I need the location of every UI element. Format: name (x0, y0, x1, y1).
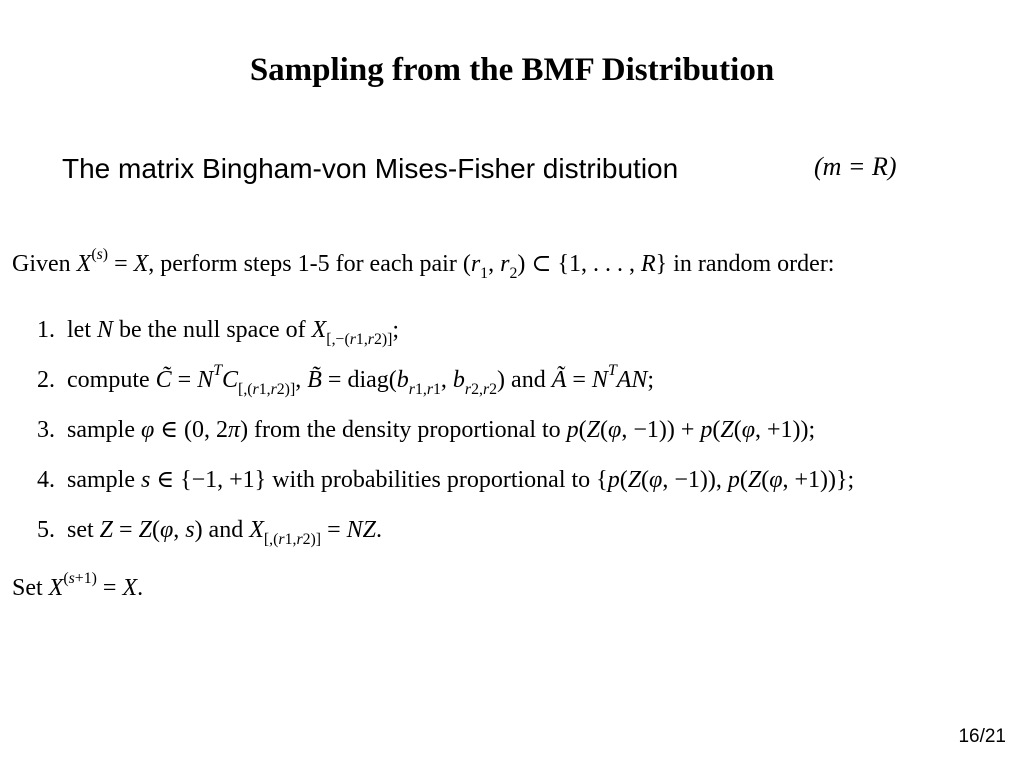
step-2-number: 2. (37, 367, 55, 393)
given-rest: perform steps 1-5 for each pair (160, 251, 457, 277)
step-4-number: 4. (37, 467, 55, 493)
slide-subtitle: The matrix Bingham-von Mises-Fisher distribution (62, 153, 679, 184)
given-line: Given $X^{(s)} = X$, perform steps 1-5 for each pair ($r_1$, $r_2$) ⊂ {1, . . . , R} in random order: (12, 246, 835, 283)
page-number: 16/21 (958, 726, 1006, 747)
step-3-number: 3. (37, 417, 55, 443)
given-word: Given (12, 251, 71, 277)
step-1: 1. let N be the null space of $X_{[,-(r1,r2)]}$; (37, 317, 400, 349)
step-1-number: 1. (37, 317, 55, 343)
subtitle-math: (m = R) (814, 152, 897, 181)
set-word: Set (12, 575, 43, 601)
step-5: 5. set Z = Z(φ, s) and $X_{[,(r1,r2)]}$ = NZ. (37, 517, 382, 549)
step-4: 4. sample s ∈ {−1, +1} with probabilities proportional to {p(Z(φ, −1)), p(Z(φ, +1))}; (37, 467, 855, 493)
slide-title: Sampling from the BMF Distribution (249, 52, 775, 88)
set-line: Set $X^{(s+1)} = X$. (12, 570, 144, 601)
step-5-number: 5. (37, 517, 55, 543)
step-3: 3. sample φ ∈ (0, 2π) from the density proportional to p(Z(φ, −1)) + p(Z(φ, +1)); (37, 417, 816, 443)
step-2: 2. compute C̃ = $N^TC_{[,(r1,r2)]}$, B̃ = $diag(b_{r1,r1}$, $b_{r2,r2}$) and Ã = $N^TAN$; (37, 362, 655, 399)
given-tail: in random order: (673, 251, 835, 277)
